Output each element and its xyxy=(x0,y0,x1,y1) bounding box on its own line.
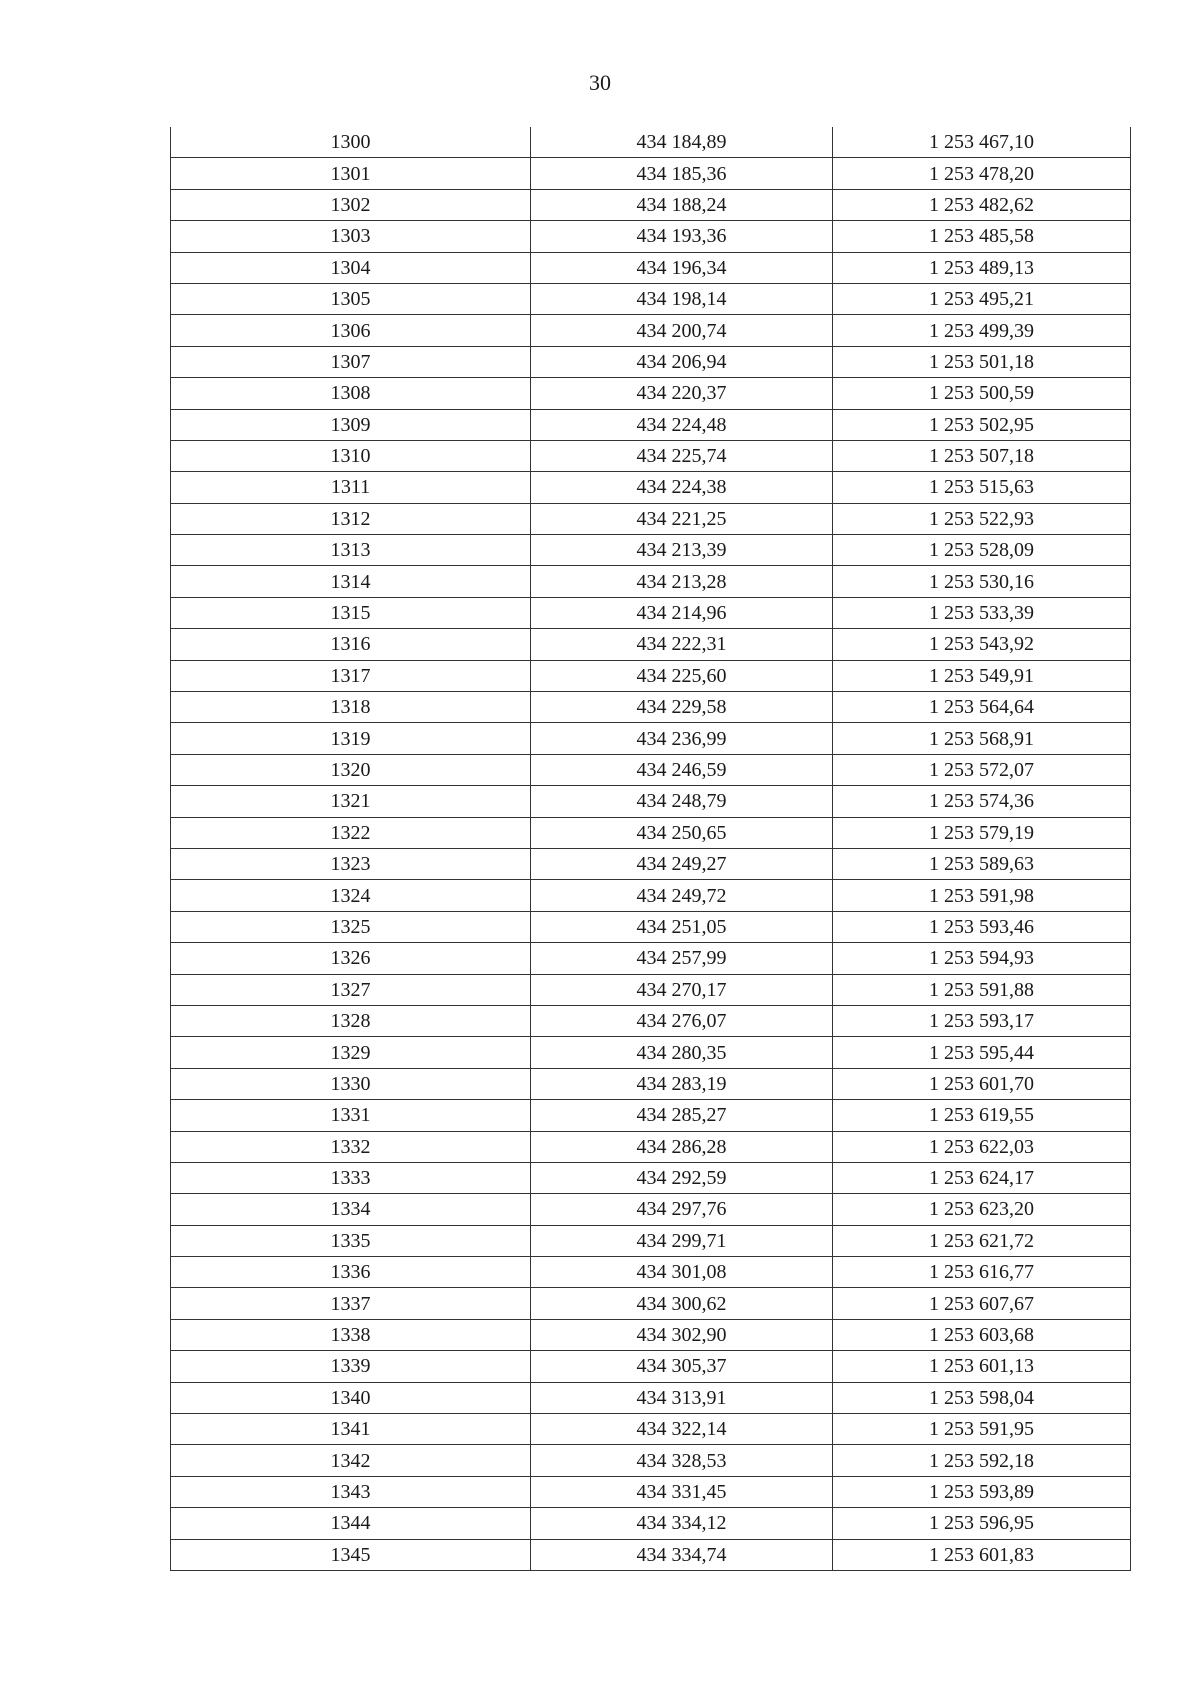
table-row xyxy=(171,817,1131,848)
table-row xyxy=(171,1131,1131,1162)
y-coordinate-cell: 1 253 482,62 xyxy=(833,189,1131,220)
x-coordinate-cell: 434 334,74 xyxy=(531,1539,833,1570)
y-coordinate-cell: 1 253 501,18 xyxy=(833,346,1131,377)
point-number-cell: 1318 xyxy=(171,692,531,723)
x-coordinate-cell: 434 196,34 xyxy=(531,252,833,283)
point-number-cell: 1313 xyxy=(171,535,531,566)
y-coordinate-cell: 1 253 601,70 xyxy=(833,1068,1131,1099)
x-coordinate-cell: 434 246,59 xyxy=(531,754,833,785)
x-coordinate-cell: 434 206,94 xyxy=(531,346,833,377)
table-row xyxy=(171,597,1131,628)
y-coordinate-cell: 1 253 591,95 xyxy=(833,1414,1131,1445)
y-coordinate-cell: 1 253 591,88 xyxy=(833,974,1131,1005)
y-coordinate-cell: 1 253 515,63 xyxy=(833,472,1131,503)
x-coordinate-cell: 434 229,58 xyxy=(531,692,833,723)
y-coordinate-cell: 1 253 601,83 xyxy=(833,1539,1131,1570)
x-coordinate-cell: 434 248,79 xyxy=(531,786,833,817)
point-number-cell: 1336 xyxy=(171,1257,531,1288)
y-coordinate-cell: 1 253 616,77 xyxy=(833,1257,1131,1288)
table-row xyxy=(171,754,1131,785)
table-row xyxy=(171,692,1131,723)
table-row xyxy=(171,409,1131,440)
coordinates-table-body xyxy=(171,127,1131,1570)
y-coordinate-cell: 1 253 568,91 xyxy=(833,723,1131,754)
point-number-cell: 1320 xyxy=(171,754,531,785)
point-number-cell: 1305 xyxy=(171,283,531,314)
point-number-cell: 1339 xyxy=(171,1351,531,1382)
x-coordinate-cell: 434 328,53 xyxy=(531,1445,833,1476)
x-coordinate-cell: 434 225,60 xyxy=(531,660,833,691)
point-number-cell: 1335 xyxy=(171,1225,531,1256)
table-row xyxy=(171,1257,1131,1288)
y-coordinate-cell: 1 253 495,21 xyxy=(833,283,1131,314)
point-number-cell: 1303 xyxy=(171,221,531,252)
table-row xyxy=(171,1476,1131,1507)
point-number-cell: 1325 xyxy=(171,911,531,942)
x-coordinate-cell: 434 283,19 xyxy=(531,1068,833,1099)
x-coordinate-cell: 434 224,38 xyxy=(531,472,833,503)
x-coordinate-cell: 434 221,25 xyxy=(531,503,833,534)
point-number-cell: 1332 xyxy=(171,1131,531,1162)
point-number-cell: 1330 xyxy=(171,1068,531,1099)
point-number-cell: 1308 xyxy=(171,378,531,409)
y-coordinate-cell: 1 253 507,18 xyxy=(833,440,1131,471)
x-coordinate-cell: 434 249,27 xyxy=(531,848,833,879)
point-number-cell: 1301 xyxy=(171,158,531,189)
point-number-cell: 1316 xyxy=(171,629,531,660)
x-coordinate-cell: 434 301,08 xyxy=(531,1257,833,1288)
table-row xyxy=(171,1005,1131,1036)
y-coordinate-cell: 1 253 607,67 xyxy=(833,1288,1131,1319)
point-number-cell: 1334 xyxy=(171,1194,531,1225)
x-coordinate-cell: 434 302,90 xyxy=(531,1319,833,1350)
x-coordinate-cell: 434 299,71 xyxy=(531,1225,833,1256)
y-coordinate-cell: 1 253 594,93 xyxy=(833,943,1131,974)
y-coordinate-cell: 1 253 579,19 xyxy=(833,817,1131,848)
point-number-cell: 1331 xyxy=(171,1100,531,1131)
point-number-cell: 1306 xyxy=(171,315,531,346)
y-coordinate-cell: 1 253 500,59 xyxy=(833,378,1131,409)
point-number-cell: 1307 xyxy=(171,346,531,377)
table-row xyxy=(171,1100,1131,1131)
point-number-cell: 1326 xyxy=(171,943,531,974)
y-coordinate-cell: 1 253 522,93 xyxy=(833,503,1131,534)
x-coordinate-cell: 434 251,05 xyxy=(531,911,833,942)
table-row xyxy=(171,1288,1131,1319)
table-row xyxy=(171,723,1131,754)
table-row xyxy=(171,346,1131,377)
y-coordinate-cell: 1 253 622,03 xyxy=(833,1131,1131,1162)
y-coordinate-cell: 1 253 621,72 xyxy=(833,1225,1131,1256)
table-row xyxy=(171,189,1131,220)
table-row xyxy=(171,283,1131,314)
x-coordinate-cell: 434 213,39 xyxy=(531,535,833,566)
point-number-cell: 1333 xyxy=(171,1162,531,1193)
point-number-cell: 1341 xyxy=(171,1414,531,1445)
y-coordinate-cell: 1 253 478,20 xyxy=(833,158,1131,189)
point-number-cell: 1342 xyxy=(171,1445,531,1476)
x-coordinate-cell: 434 280,35 xyxy=(531,1037,833,1068)
table-row xyxy=(171,1351,1131,1382)
y-coordinate-cell: 1 253 619,55 xyxy=(833,1100,1131,1131)
y-coordinate-cell: 1 253 591,98 xyxy=(833,880,1131,911)
y-coordinate-cell: 1 253 528,09 xyxy=(833,535,1131,566)
point-number-cell: 1321 xyxy=(171,786,531,817)
table-row xyxy=(171,1162,1131,1193)
y-coordinate-cell: 1 253 564,64 xyxy=(833,692,1131,723)
point-number-cell: 1324 xyxy=(171,880,531,911)
table-row xyxy=(171,1068,1131,1099)
table-row xyxy=(171,440,1131,471)
table-row xyxy=(171,1382,1131,1413)
y-coordinate-cell: 1 253 595,44 xyxy=(833,1037,1131,1068)
y-coordinate-cell: 1 253 592,18 xyxy=(833,1445,1131,1476)
table-row xyxy=(171,315,1131,346)
x-coordinate-cell: 434 236,99 xyxy=(531,723,833,754)
point-number-cell: 1328 xyxy=(171,1005,531,1036)
point-number-cell: 1340 xyxy=(171,1382,531,1413)
point-number-cell: 1343 xyxy=(171,1476,531,1507)
x-coordinate-cell: 434 185,36 xyxy=(531,158,833,189)
x-coordinate-cell: 434 213,28 xyxy=(531,566,833,597)
table-row xyxy=(171,1539,1131,1570)
table-row xyxy=(171,660,1131,691)
x-coordinate-cell: 434 224,48 xyxy=(531,409,833,440)
table-row xyxy=(171,629,1131,660)
x-coordinate-cell: 434 305,37 xyxy=(531,1351,833,1382)
table-row xyxy=(171,786,1131,817)
y-coordinate-cell: 1 253 530,16 xyxy=(833,566,1131,597)
y-coordinate-cell: 1 253 489,13 xyxy=(833,252,1131,283)
x-coordinate-cell: 434 300,62 xyxy=(531,1288,833,1319)
table-row xyxy=(171,1037,1131,1068)
x-coordinate-cell: 434 220,37 xyxy=(531,378,833,409)
point-number-cell: 1314 xyxy=(171,566,531,597)
x-coordinate-cell: 434 270,17 xyxy=(531,974,833,1005)
y-coordinate-cell: 1 253 596,95 xyxy=(833,1508,1131,1539)
coordinates-table xyxy=(170,127,1131,1571)
point-number-cell: 1310 xyxy=(171,440,531,471)
x-coordinate-cell: 434 334,12 xyxy=(531,1508,833,1539)
table-row xyxy=(171,503,1131,534)
point-number-cell: 1345 xyxy=(171,1539,531,1570)
y-coordinate-cell: 1 253 598,04 xyxy=(833,1382,1131,1413)
y-coordinate-cell: 1 253 603,68 xyxy=(833,1319,1131,1350)
point-number-cell: 1317 xyxy=(171,660,531,691)
x-coordinate-cell: 434 225,74 xyxy=(531,440,833,471)
y-coordinate-cell: 1 253 601,13 xyxy=(833,1351,1131,1382)
table-row xyxy=(171,1194,1131,1225)
x-coordinate-cell: 434 188,24 xyxy=(531,189,833,220)
table-row xyxy=(171,221,1131,252)
x-coordinate-cell: 434 322,14 xyxy=(531,1414,833,1445)
y-coordinate-cell: 1 253 549,91 xyxy=(833,660,1131,691)
x-coordinate-cell: 434 250,65 xyxy=(531,817,833,848)
y-coordinate-cell: 1 253 593,17 xyxy=(833,1005,1131,1036)
x-coordinate-cell: 434 285,27 xyxy=(531,1100,833,1131)
point-number-cell: 1322 xyxy=(171,817,531,848)
x-coordinate-cell: 434 276,07 xyxy=(531,1005,833,1036)
table-row xyxy=(171,566,1131,597)
point-number-cell: 1327 xyxy=(171,974,531,1005)
y-coordinate-cell: 1 253 543,92 xyxy=(833,629,1131,660)
y-coordinate-cell: 1 253 502,95 xyxy=(833,409,1131,440)
x-coordinate-cell: 434 286,28 xyxy=(531,1131,833,1162)
point-number-cell: 1312 xyxy=(171,503,531,534)
y-coordinate-cell: 1 253 485,58 xyxy=(833,221,1131,252)
point-number-cell: 1315 xyxy=(171,597,531,628)
x-coordinate-cell: 434 222,31 xyxy=(531,629,833,660)
x-coordinate-cell: 434 193,36 xyxy=(531,221,833,252)
table-row xyxy=(171,1508,1131,1539)
point-number-cell: 1300 xyxy=(171,127,531,158)
table-row xyxy=(171,535,1131,566)
point-number-cell: 1309 xyxy=(171,409,531,440)
y-coordinate-cell: 1 253 623,20 xyxy=(833,1194,1131,1225)
x-coordinate-cell: 434 249,72 xyxy=(531,880,833,911)
y-coordinate-cell: 1 253 593,89 xyxy=(833,1476,1131,1507)
table-row xyxy=(171,911,1131,942)
point-number-cell: 1337 xyxy=(171,1288,531,1319)
page-number: 30 xyxy=(589,70,611,95)
y-coordinate-cell: 1 253 624,17 xyxy=(833,1162,1131,1193)
table-row xyxy=(171,1414,1131,1445)
point-number-cell: 1338 xyxy=(171,1319,531,1350)
point-number-cell: 1302 xyxy=(171,189,531,220)
x-coordinate-cell: 434 200,74 xyxy=(531,315,833,346)
table-row xyxy=(171,848,1131,879)
table-row xyxy=(171,974,1131,1005)
y-coordinate-cell: 1 253 574,36 xyxy=(833,786,1131,817)
table-row xyxy=(171,1319,1131,1350)
point-number-cell: 1329 xyxy=(171,1037,531,1068)
point-number-cell: 1344 xyxy=(171,1508,531,1539)
table-row xyxy=(171,252,1131,283)
x-coordinate-cell: 434 214,96 xyxy=(531,597,833,628)
y-coordinate-cell: 1 253 499,39 xyxy=(833,315,1131,346)
x-coordinate-cell: 434 184,89 xyxy=(531,127,833,158)
x-coordinate-cell: 434 297,76 xyxy=(531,1194,833,1225)
y-coordinate-cell: 1 253 589,63 xyxy=(833,848,1131,879)
y-coordinate-cell: 1 253 593,46 xyxy=(833,911,1131,942)
table-row xyxy=(171,1225,1131,1256)
x-coordinate-cell: 434 331,45 xyxy=(531,1476,833,1507)
table-row xyxy=(171,1445,1131,1476)
point-number-cell: 1304 xyxy=(171,252,531,283)
point-number-cell: 1311 xyxy=(171,472,531,503)
table-row xyxy=(171,158,1131,189)
table-row xyxy=(171,943,1131,974)
table-row xyxy=(171,880,1131,911)
x-coordinate-cell: 434 292,59 xyxy=(531,1162,833,1193)
point-number-cell: 1323 xyxy=(171,848,531,879)
table-row xyxy=(171,378,1131,409)
y-coordinate-cell: 1 253 572,07 xyxy=(833,754,1131,785)
table-row xyxy=(171,127,1131,158)
x-coordinate-cell: 434 313,91 xyxy=(531,1382,833,1413)
y-coordinate-cell: 1 253 533,39 xyxy=(833,597,1131,628)
point-number-cell: 1319 xyxy=(171,723,531,754)
table-row xyxy=(171,472,1131,503)
x-coordinate-cell: 434 198,14 xyxy=(531,283,833,314)
x-coordinate-cell: 434 257,99 xyxy=(531,943,833,974)
y-coordinate-cell: 1 253 467,10 xyxy=(833,127,1131,158)
